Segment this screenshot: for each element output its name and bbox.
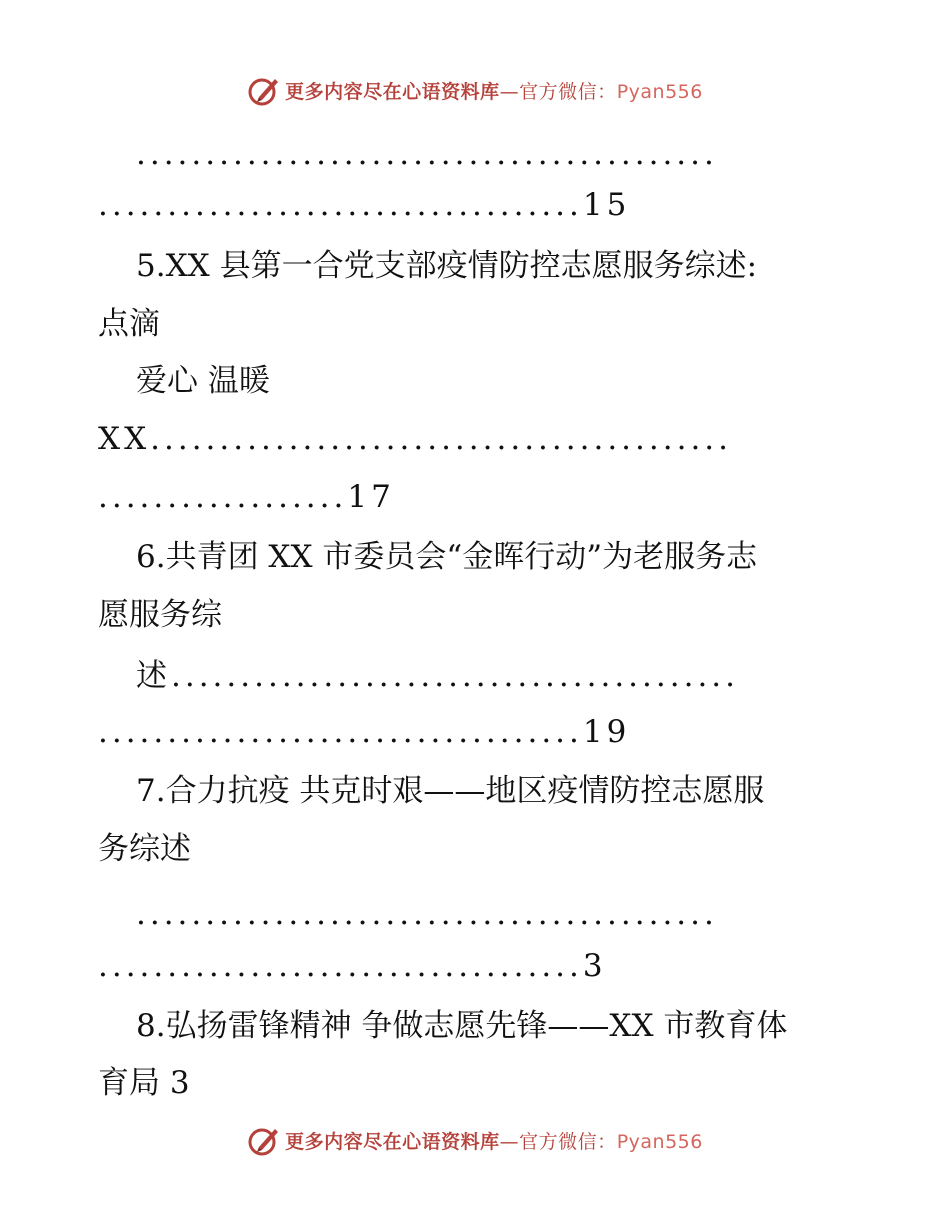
toc-entry-5-title-cont: 点滴 bbox=[98, 306, 160, 342]
pen-logo-icon bbox=[247, 73, 281, 107]
toc-page-number-line: ..................17 bbox=[98, 479, 395, 515]
toc-dot-leader: XX.......................................... bbox=[98, 421, 733, 457]
pen-logo-icon bbox=[247, 1123, 281, 1157]
toc-page-number-line: ...................................15 bbox=[98, 187, 631, 223]
watermark-text: 更多内容尽在心语资料库—官方微信：Pyan556 bbox=[285, 1130, 703, 1153]
toc-entry-8-title: 8.弘扬雷锋精神 争做志愿先锋——XX 市教育体 bbox=[136, 1008, 788, 1044]
toc-entry-6-title: 6.共青团 XX 市委员会“金晖行动”为老服务志 bbox=[136, 539, 758, 575]
toc-dot-leader: .......................................... bbox=[136, 136, 718, 172]
toc-entry-5-title-cont-2: 爱心 温暖 bbox=[136, 363, 270, 399]
toc-entry-8-title-cont: 育局 3 bbox=[98, 1065, 190, 1101]
toc-entry-7-title-cont: 务综述 bbox=[98, 831, 191, 867]
toc-page-number-line: ...................................19 bbox=[98, 714, 631, 750]
toc-entry-6-title-cont: 愿服务综 bbox=[98, 597, 222, 633]
toc-entry-7-title: 7.合力抗疫 共克时艰——地区疫情防控志愿服 bbox=[136, 773, 765, 809]
watermark-text: 更多内容尽在心语资料库—官方微信：Pyan556 bbox=[285, 80, 703, 103]
toc-page-number-line: ...................................3 bbox=[98, 948, 607, 984]
header-watermark bbox=[0, 70, 950, 110]
toc-dot-leader: .......................................... bbox=[136, 896, 718, 932]
toc-dot-leader: 述......................................... bbox=[136, 658, 740, 694]
footer-watermark bbox=[0, 1120, 950, 1160]
toc-entry-5-title: 5.XX 县第一合党支部疫情防控志愿服务综述: bbox=[136, 248, 758, 284]
